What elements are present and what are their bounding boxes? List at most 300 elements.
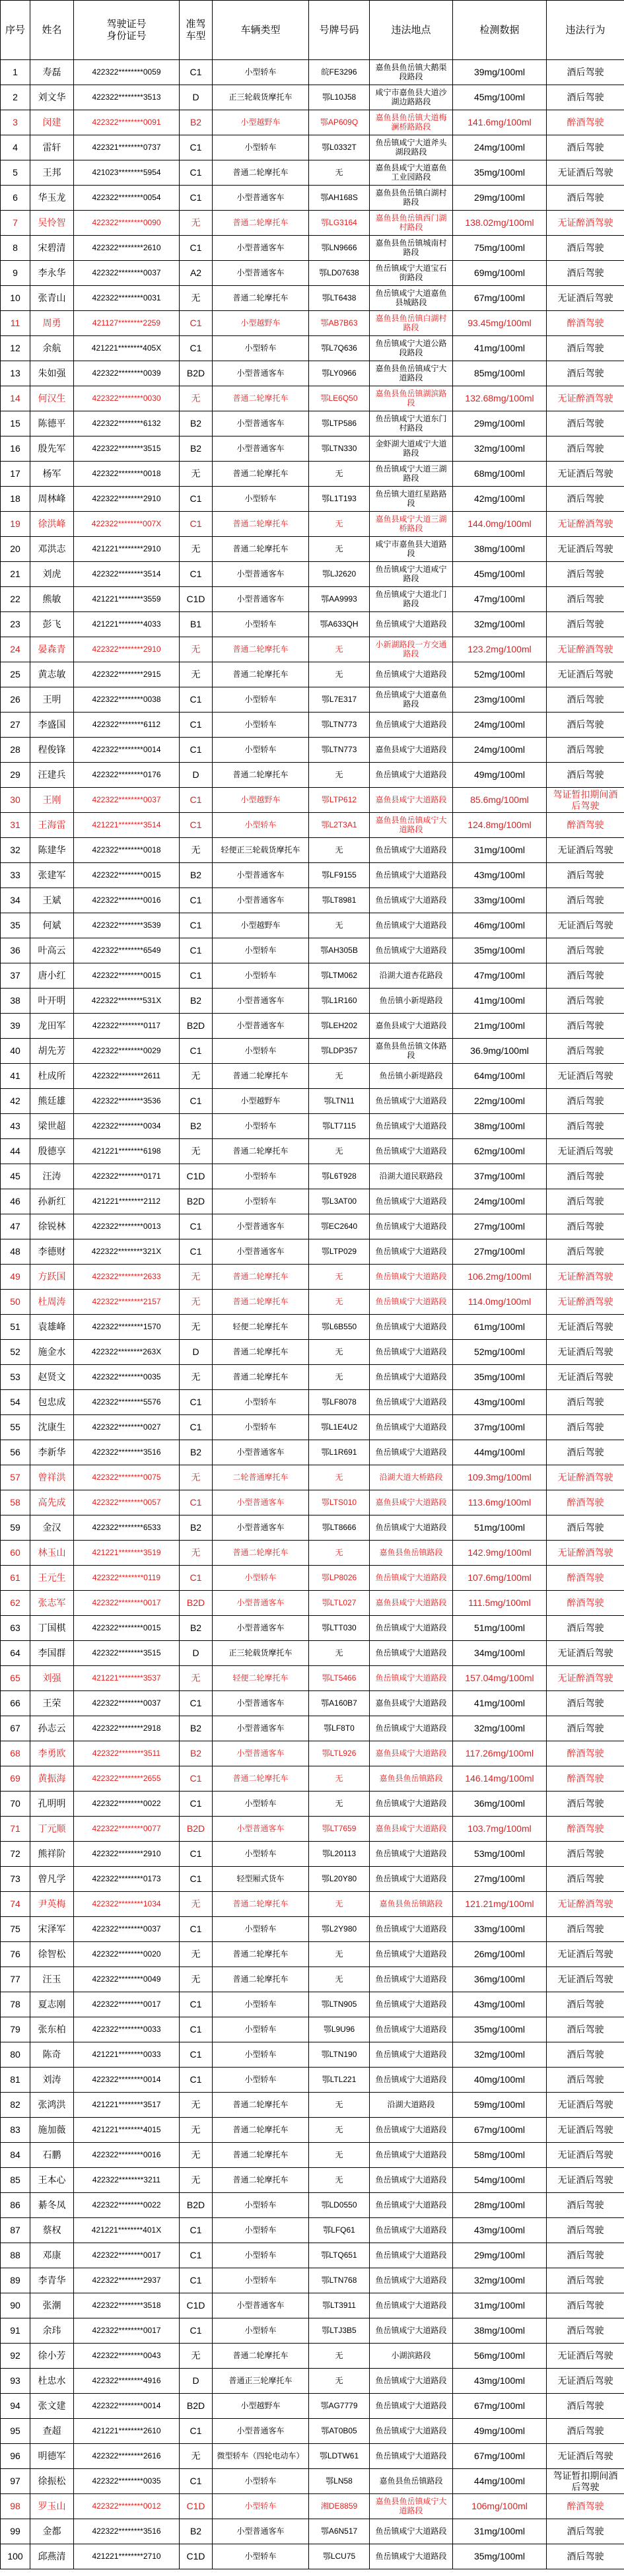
license-class: D [180,763,213,788]
violation-type: 酒后驾驶 [547,2394,624,2419]
table-row [1,411,624,436]
license-id: 421221********6198 [74,1139,180,1164]
vehicle-type: 普通正三轮摩托车 [213,2369,309,2394]
plate-number: 无 [309,2369,370,2394]
vehicle-type: 小型轿车 [213,2469,309,2494]
row-index: 31 [1,813,30,838]
violation-type: 酒后驾驶 [547,2268,624,2293]
license-class: 无 [180,1892,213,1917]
violation-location: 鱼岳镇咸宁大道路段 [370,2218,453,2243]
vehicle-type: 小型轿车 [213,1415,309,1440]
violation-type: 酒后驾驶 [547,2243,624,2268]
header-plate: 号牌号码 [309,1,370,60]
license-class: B2 [180,1616,213,1641]
license-class: C1 [180,1239,213,1265]
table-row [1,1641,624,1666]
test-result: 36mg/100ml [453,1967,547,1992]
plate-number: 鄂L20Y80 [309,1867,370,1892]
test-result: 33mg/100ml [453,888,547,913]
row-index: 23 [1,612,30,637]
license-class: C1 [180,160,213,186]
license-id: 422322********0014 [74,738,180,763]
violation-type: 无证醉酒驾驶 [547,1290,624,1315]
table-row [1,963,624,989]
vehicle-type: 普通二轮摩托车 [213,386,309,411]
plate-number: 鄂LT6438 [309,286,370,311]
vehicle-type: 普通二轮摩托车 [213,2168,309,2193]
table-row [1,1039,624,1064]
plate-number: 鄂AP609Q [309,110,370,135]
license-id: 422322********0037 [74,1917,180,1942]
license-id: 422322********0014 [74,2068,180,2093]
driver-name: 沈康生 [30,1415,74,1440]
plate-number: 无 [309,160,370,186]
violation-location: 鱼岳镇咸宁大道路段 [370,2519,453,2544]
violation-type: 无证酒后驾驶 [547,1340,624,1365]
row-index: 59 [1,1515,30,1541]
row-index: 47 [1,1214,30,1239]
test-result: 21mg/100ml [453,1014,547,1039]
violation-type: 酒后驾驶 [547,1114,624,1139]
license-id: 421221********4015 [74,2118,180,2143]
driver-name: 周勇 [30,311,74,336]
license-class: C1 [180,1792,213,1817]
test-result: 34mg/100ml [453,1641,547,1666]
license-class: C1 [180,1867,213,1892]
row-index: 48 [1,1239,30,1265]
test-result: 38mg/100ml [453,537,547,562]
driver-name: 李永华 [30,261,74,286]
plate-number: 鄂AH168S [309,186,370,211]
license-id: 422322********0119 [74,1566,180,1591]
license-class: C1 [180,1390,213,1415]
test-result: 37mg/100ml [453,1415,547,1440]
violation-location: 鱼岳镇咸宁大道路段 [370,1566,453,1591]
driver-name: 王元生 [30,1566,74,1591]
driver-name: 高先成 [30,1490,74,1515]
test-result: 36mg/100ml [453,1792,547,1817]
license-id: 422322********0020 [74,1942,180,1967]
test-result: 141.6mg/100ml [453,110,547,135]
table-row [1,938,624,963]
test-result: 59mg/100ml [453,2093,547,2118]
plate-number: 鄂LTS010 [309,1490,370,1515]
violation-type: 酒后驾驶 [547,2193,624,2218]
license-id: 422322********0038 [74,687,180,713]
plate-number: 鄂LTN11 [309,1089,370,1114]
driver-name: 唐小红 [30,963,74,989]
license-class: B2 [180,1515,213,1541]
violation-location: 鱼岳镇咸宁大道路段 [370,1967,453,1992]
test-result: 43mg/100ml [453,863,547,888]
plate-number: 鄂LTT030 [309,1616,370,1641]
row-index: 35 [1,913,30,938]
vehicle-type: 普通二轮摩托车 [213,1766,309,1792]
violation-location: 鱼岳镇咸宁大道路段 [370,938,453,963]
violation-location: 鱼岳镇咸宁大道路段 [370,1666,453,1691]
row-index: 1 [1,60,30,85]
driver-name: 赵贤文 [30,1365,74,1390]
row-index: 39 [1,1014,30,1039]
violation-type: 酒后驾驶 [547,989,624,1014]
violation-type: 酒后驾驶 [547,60,624,85]
test-result: 142.9mg/100ml [453,1541,547,1566]
license-id: 422322********0015 [74,1616,180,1641]
license-class: C1 [180,738,213,763]
violation-location: 沿湖大道路段 [370,2093,453,2118]
test-result: 144.0mg/100ml [453,512,547,537]
test-result: 49mg/100ml [453,2419,547,2444]
plate-number: 鄂LD07638 [309,261,370,286]
license-id: 421221********405X [74,336,180,361]
test-result: 45mg/100ml [453,562,547,587]
license-id: 422322********5576 [74,1390,180,1415]
test-result: 85mg/100ml [453,361,547,386]
license-id: 422322********0059 [74,60,180,85]
violation-type: 醉酒驾驶 [547,2494,624,2519]
driver-name: 王海雷 [30,813,74,838]
violation-location: 鱼岳镇大道红星路路段 [370,487,453,512]
vehicle-type: 普通二轮摩托车 [213,2118,309,2143]
plate-number: 无 [309,1766,370,1792]
violation-type: 酒后驾驶 [547,2519,624,2544]
license-class: C1 [180,2042,213,2068]
row-index: 4 [1,135,30,160]
vehicle-type: 小型普通客车 [213,186,309,211]
license-id: 422322********0015 [74,963,180,989]
driver-name: 熊祥阶 [30,1842,74,1867]
table-row [1,562,624,587]
table-row [1,487,624,512]
plate-number: 无 [309,1792,370,1817]
table-row [1,2042,624,2068]
table-row [1,1766,624,1792]
license-class: C1 [180,888,213,913]
violation-type: 无证酒后驾驶 [547,1365,624,1390]
table-row [1,85,624,110]
driver-name: 张鸿洪 [30,2093,74,2118]
plate-number: 无 [309,1365,370,1390]
violation-location: 金虾湖大道咸宁大道路段 [370,436,453,462]
driver-name: 王本心 [30,2168,74,2193]
plate-number: 鄂L20113 [309,1842,370,1867]
table-row [1,1917,624,1942]
driver-name: 邓洪志 [30,537,74,562]
driver-name: 李新华 [30,1440,74,1465]
violation-location: 鱼岳镇咸宁大道三湖路段 [370,462,453,487]
table-row [1,1666,624,1691]
violation-type: 酒后驾驶 [547,888,624,913]
row-index: 49 [1,1265,30,1290]
driver-name: 杨军 [30,462,74,487]
table-row [1,1967,624,1992]
vehicle-type: 小型普通客车 [213,236,309,261]
license-id: 422322********0031 [74,286,180,311]
violation-type: 酒后驾驶 [547,1917,624,1942]
violation-type: 无证酒后驾驶 [547,1641,624,1666]
plate-number: 无 [309,512,370,537]
license-class: B2D [180,2193,213,2218]
header-location: 违法地点 [370,1,453,60]
row-index: 24 [1,637,30,662]
vehicle-type: 普通二轮摩托车 [213,286,309,311]
test-result: 124.8mg/100ml [453,813,547,838]
vehicle-type: 小型普通客车 [213,1817,309,1842]
test-result: 121.21mg/100ml [453,1892,547,1917]
plate-number: 鄂LJ2620 [309,562,370,587]
table-row [1,336,624,361]
vehicle-type: 普通二轮摩托车 [213,462,309,487]
license-class: C1 [180,512,213,537]
table-row [1,1942,624,1967]
violation-location: 嘉鱼县鱼岳镇西门湖村路段 [370,211,453,236]
driver-name: 李国群 [30,1641,74,1666]
vehicle-type: 普通二轮摩托车 [213,1541,309,1566]
plate-number: 无 [309,1139,370,1164]
test-result: 35mg/100ml [453,2017,547,2042]
plate-number: 无 [309,2093,370,2118]
license-class: D [180,1641,213,1666]
table-row [1,612,624,637]
row-index: 90 [1,2293,30,2318]
test-result: 93.45mg/100ml [453,311,547,336]
row-index: 55 [1,1415,30,1440]
driver-name: 寿磊 [30,60,74,85]
violation-type: 无证酒后驾驶 [547,1967,624,1992]
violation-type: 酒后驾驶 [547,1214,624,1239]
row-index: 83 [1,2118,30,2143]
test-result: 35mg/100ml [453,2544,547,2569]
plate-number: 鄂LG3164 [309,211,370,236]
row-index: 11 [1,311,30,336]
row-index: 67 [1,1716,30,1741]
test-result: 51mg/100ml [453,1515,547,1541]
license-class: C1D [180,2494,213,2519]
test-result: 132.68mg/100ml [453,386,547,411]
row-index: 13 [1,361,30,386]
test-result: 24mg/100ml [453,135,547,160]
license-id: 422322********2157 [74,1290,180,1315]
test-result: 52mg/100ml [453,662,547,687]
driver-name: 彭飞 [30,612,74,637]
license-id: 421221********2710 [74,2544,180,2569]
license-id: 422322********0049 [74,1967,180,1992]
license-id: 422322********007X [74,512,180,537]
plate-number: 鄂L6T928 [309,1164,370,1189]
violation-location: 嘉鱼县鱼岳镇路段 [370,1892,453,1917]
license-id: 422322********0035 [74,2469,180,2494]
violation-type: 驾证暂扣期间酒后驾驶 [547,788,624,813]
driver-name: 华玉龙 [30,186,74,211]
license-class: C1 [180,135,213,160]
plate-number: 鄂LTN768 [309,2268,370,2293]
license-class: 无 [180,1666,213,1691]
violation-location: 鱼岳镇咸宁大道路段 [370,1917,453,1942]
violation-location: 鱼岳镇咸宁大道嘉鱼县城路段 [370,286,453,311]
plate-number: 鄂LT7659 [309,1817,370,1842]
violation-location: 鱼岳镇咸宁大道东门村路段 [370,411,453,436]
license-id: 421221********3537 [74,1666,180,1691]
plate-number: 鄂LT5466 [309,1666,370,1691]
license-id: 422322********1570 [74,1315,180,1340]
license-id: 422322********0029 [74,1039,180,1064]
plate-number: 鄂LDP357 [309,1039,370,1064]
license-class: C1 [180,1766,213,1792]
driver-name: 胡先芳 [30,1039,74,1064]
test-result: 38mg/100ml [453,2318,547,2344]
driver-name: 施加薇 [30,2118,74,2143]
license-id: 422322********2915 [74,662,180,687]
license-class: C1 [180,913,213,938]
vehicle-type: 轻便二轮摩托车 [213,1315,309,1340]
test-result: 24mg/100ml [453,713,547,738]
driver-name: 汪玉 [30,1967,74,1992]
driver-name: 何斌 [30,913,74,938]
driver-name: 张潮 [30,2293,74,2318]
vehicle-type: 小型普通客车 [213,436,309,462]
driver-name: 徐智松 [30,1942,74,1967]
table-row [1,211,624,236]
violation-location: 鱼岳镇咸宁大道咸宁路段 [370,562,453,587]
license-class: C1 [180,1566,213,1591]
license-class: C1 [180,2318,213,2344]
vehicle-type: 普通二轮摩托车 [213,662,309,687]
vehicle-type: 普通二轮摩托车 [213,2344,309,2369]
violation-type: 酒后驾驶 [547,2293,624,2318]
violation-location: 鱼岳镇咸宁大道路段 [370,2268,453,2293]
row-index: 98 [1,2494,30,2519]
license-class: B2 [180,436,213,462]
vehicle-type: 小型普通客车 [213,587,309,612]
license-class: C1 [180,236,213,261]
violation-location: 嘉鱼县鱼岳镇城南村路段 [370,236,453,261]
license-class: B2D [180,2394,213,2419]
vehicle-type: 普通二轮摩托车 [213,637,309,662]
driver-name: 程俊锋 [30,738,74,763]
table-row [1,863,624,888]
violation-location: 鱼岳镇咸宁大道路段 [370,1992,453,2017]
license-class: C1 [180,1089,213,1114]
driver-name: 尹英梅 [30,1892,74,1917]
driver-name: 金都 [30,2519,74,2544]
driver-name: 綦冬凤 [30,2193,74,2218]
plate-number: 鄂LP8026 [309,1566,370,1591]
license-id: 422322********0022 [74,2193,180,2218]
violation-location: 嘉鱼县鱼岳镇白湖村路段 [370,311,453,336]
vehicle-type: 小型轿车 [213,2193,309,2218]
license-id: 422322********4916 [74,2369,180,2394]
row-index: 2 [1,85,30,110]
violation-type: 酒后驾驶 [547,738,624,763]
vehicle-type: 小型轿车 [213,2268,309,2293]
violation-location: 嘉鱼县咸宁大道路段 [370,1591,453,1616]
violation-location: 鱼岳镇咸宁大道路段 [370,1114,453,1139]
test-result: 31mg/100ml [453,2293,547,2318]
row-index: 60 [1,1541,30,1566]
table-row [1,236,624,261]
license-id: 421221********4033 [74,612,180,637]
driver-name: 张建军 [30,863,74,888]
test-result: 32mg/100ml [453,2042,547,2068]
violation-type: 无证酒后驾驶 [547,2168,624,2193]
driver-name: 林玉山 [30,1541,74,1566]
vehicle-type: 小型普通客车 [213,888,309,913]
violation-type: 酒后驾驶 [547,186,624,211]
test-result: 45mg/100ml [453,85,547,110]
license-id: 421221********3517 [74,2093,180,2118]
plate-number: 无 [309,462,370,487]
license-class: 无 [180,286,213,311]
row-index: 30 [1,788,30,813]
violation-type: 酒后驾驶 [547,1716,624,1741]
license-id: 422322********0017 [74,1591,180,1616]
row-index: 99 [1,2519,30,2544]
license-id: 422322********3536 [74,1089,180,1114]
driver-name: 孙新红 [30,1189,74,1214]
license-class: B2 [180,989,213,1014]
test-result: 23mg/100ml [453,687,547,713]
driver-name: 陈德平 [30,411,74,436]
violation-location: 嘉鱼县咸宁大道路段 [370,788,453,813]
test-result: 51mg/100ml [453,1616,547,1641]
vehicle-type: 小型轿车 [213,813,309,838]
driver-name: 包忠成 [30,1390,74,1415]
test-result: 62mg/100ml [453,1139,547,1164]
row-index: 50 [1,1290,30,1315]
violation-type: 无证酒后驾驶 [547,838,624,863]
vehicle-type: 小型轿车 [213,1917,309,1942]
license-class: 无 [180,1064,213,1089]
plate-number: 鄂LDTW61 [309,2444,370,2469]
license-class: 无 [180,2118,213,2143]
row-index: 74 [1,1892,30,1917]
header-license-class: 准驾 车型 [180,1,213,60]
violation-location: 鱼岳镇咸宁大道路段 [370,913,453,938]
license-id: 422322********0013 [74,1214,180,1239]
plate-number: 无 [309,763,370,788]
table-row [1,1892,624,1917]
plate-number: 鄂LTJ3B5 [309,2318,370,2344]
table-row [1,2369,624,2394]
table-row [1,1616,624,1641]
vehicle-type: 小型普通客车 [213,1490,309,1515]
driver-name: 查超 [30,2419,74,2444]
driver-name: 丁元顺 [30,1817,74,1842]
row-index: 5 [1,160,30,186]
plate-number: 鄂L3AT00 [309,1189,370,1214]
license-class: C1 [180,963,213,989]
test-result: 31mg/100ml [453,838,547,863]
violation-location: 鱼岳镇咸宁大道路段 [370,713,453,738]
test-result: 111.5mg/100ml [453,1591,547,1616]
plate-number: 鄂LT3911 [309,2293,370,2318]
plate-number: 无 [309,662,370,687]
license-class: B2 [180,1716,213,1741]
license-class: D [180,1340,213,1365]
table-row [1,1591,624,1616]
license-id: 421221********3519 [74,1541,180,1566]
table-row [1,1792,624,1817]
plate-number: 鄂LTQ651 [309,2243,370,2268]
violation-type: 酒后驾驶 [547,436,624,462]
driver-name: 徐小芳 [30,2344,74,2369]
header-name: 姓名 [30,1,74,60]
license-id: 422322********0037 [74,1691,180,1716]
test-result: 26mg/100ml [453,1942,547,1967]
plate-number: 无 [309,537,370,562]
plate-number: 无 [309,2143,370,2168]
vehicle-type: 小型轿车 [213,1114,309,1139]
